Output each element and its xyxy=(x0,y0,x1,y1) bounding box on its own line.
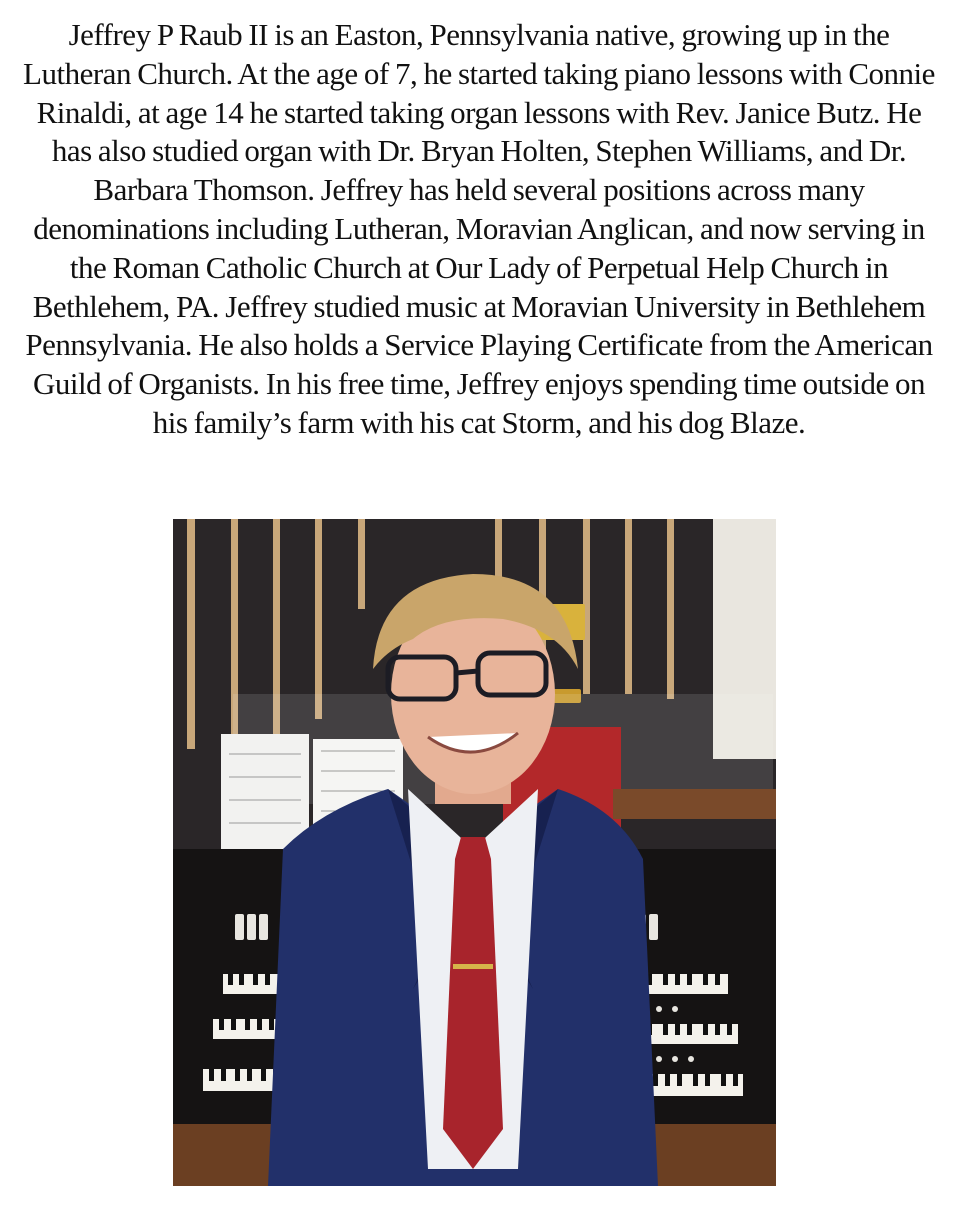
portrait-photo xyxy=(173,519,776,1186)
portrait-illustration xyxy=(173,519,776,1186)
bio-paragraph: Jeffrey P Raub II is an Easton, Pennsylvania native, growing up in the Lutheran Church. At the age of 7, he started taking piano lessons with Connie Rinaldi, at age 14 he started taking organ lessons with Rev. Janice Butz. He has also studied organ with Dr. Bryan Holten, Stephen Williams, and Dr. Barbara Thomson. Jeffrey has held several positions across many denominations including Lutheran, Moravian Anglican, and now serving in the Roman Catholic Church at Our Lady of Perpetual Help Church in Bethlehem, PA. Jeffrey studied music at Moravian University in Bethlehem Pennsylvania. He also holds a Service Playing Certificate from the American Guild of Organists. In his free time, Jeffrey enjoys spending time outside on his family’s farm with his cat Storm, and his dog Blaze. xyxy=(23,17,935,440)
tie-clip xyxy=(453,964,493,969)
left-stop-tabs xyxy=(235,914,268,940)
console-wood-rail xyxy=(613,789,776,819)
